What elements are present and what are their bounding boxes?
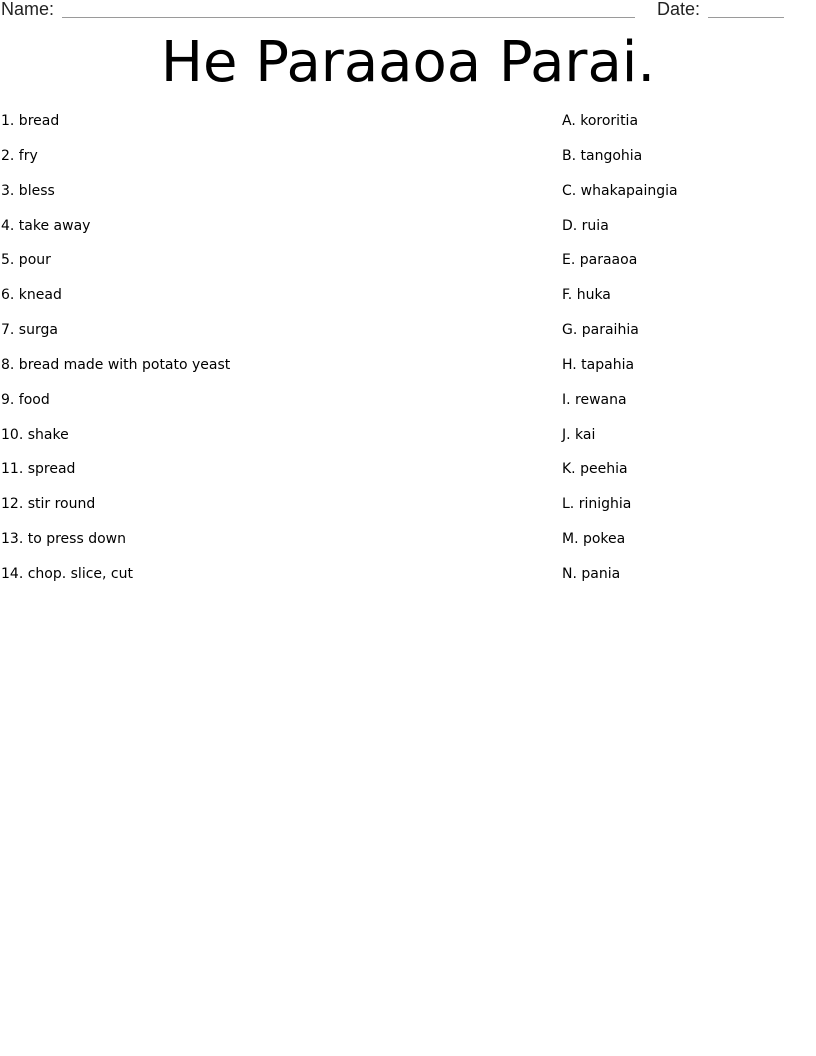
answer-item: L. rinighia [562,496,632,513]
answer-item: D. ruia [562,217,609,234]
clue-item: 5. pour [1,252,51,269]
clue-item: 7. surga [1,322,58,339]
worksheet-header [0,0,816,24]
answer-item: M. pokea [562,531,626,548]
clue-item: 6. knead [1,287,62,304]
clue-item: 11. spread [1,461,76,478]
answer-item: B. tangohia [562,147,643,164]
answer-item: I. rewana [562,391,627,408]
answer-item: H. tapahia [562,356,635,373]
name-blank-line [62,17,635,18]
worksheet-title: He Paraaoa Parai. [160,30,656,95]
answer-item: K. peehia [562,461,628,478]
answer-item: F. huka [562,287,611,304]
clue-item: 3. bless [1,182,55,199]
clue-item: 8. bread made with potato yeast [1,356,231,373]
clue-item: 4. take away [1,217,91,234]
clue-item: 13. to press down [1,531,126,548]
answer-item: G. paraihia [562,322,639,339]
clue-item: 10. shake [1,426,69,443]
clue-item: 14. chop. slice, cut [1,565,133,582]
answer-item: J. kai [562,426,596,443]
answer-item: A. kororitia [562,113,639,129]
clue-list [1,111,501,599]
answer-item: C. whakapaingia [562,182,678,199]
clue-item: 1. bread [1,113,60,129]
clue-item: 9. food [1,391,50,408]
answer-list [562,111,802,599]
answer-item: N. pania [562,565,621,582]
answer-item: E. paraaoa [562,252,638,269]
clue-item: 2. fry [1,147,38,164]
clue-item: 12. stir round [1,496,96,513]
name-label: Name: [1,0,55,19]
date-label: Date: [657,0,701,19]
date-blank-line [708,17,784,18]
